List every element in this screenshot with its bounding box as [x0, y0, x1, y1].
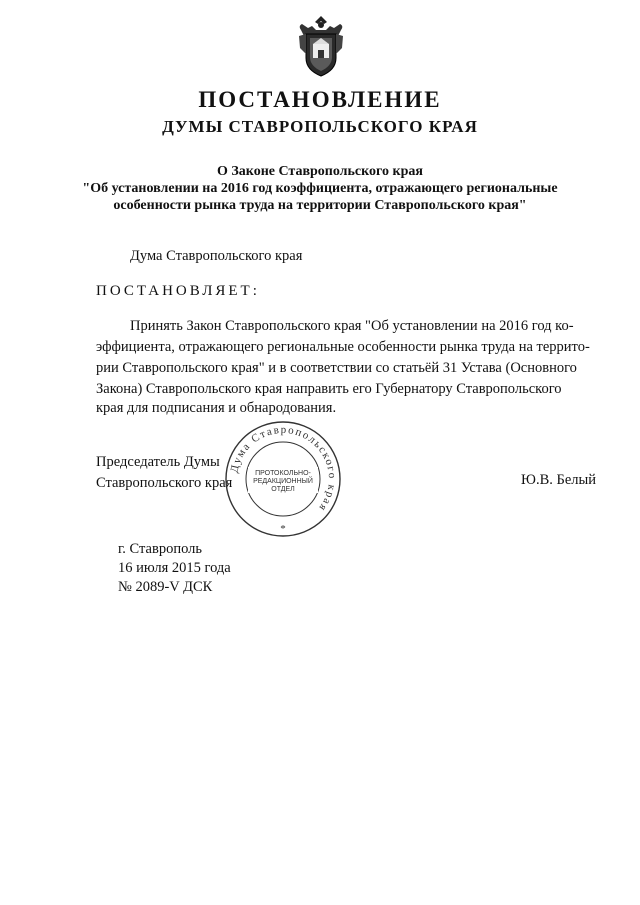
signatory-position — [96, 452, 232, 494]
date-of-issue: 16 июля 2015 года — [118, 560, 231, 576]
stamp-ring-text: Дума Ставропольского края — [228, 423, 339, 515]
resolution-line-5: края для подписания и обнародования. — [96, 400, 337, 416]
subject-title-line-2: особенности рынка труда на территории Ставропольского края" — [113, 198, 527, 213]
stamp-center-line-1: ПРОТОКОЛЬНО- — [255, 470, 311, 477]
stamp-center-line-2: РЕДАКЦИОННЫЙ — [253, 478, 313, 485]
official-stamp — [224, 420, 342, 538]
issuer-heading: ДУМЫ СТАВРОПОЛЬСКОГО КРАЯ — [162, 117, 478, 136]
resolves-heading: ПОСТАНОВЛЯЕТ: — [96, 283, 260, 299]
resolution-line-1: Принять Закон Ставропольского края "Об установлении на 2016 год ко- — [130, 318, 574, 334]
place-of-issue: г. Ставрополь — [118, 541, 203, 557]
preamble-text: Дума Ставропольского края — [130, 248, 303, 264]
document-footer — [118, 540, 231, 597]
resolution-line-3: рии Ставропольского края" и в соответствии со статьёй 31 Устава (Основного — [96, 360, 577, 376]
stamp-star-icon: * — [280, 523, 286, 535]
resolution-line-4: Закона) Ставропольского края направить его Губернатору Ставропольского — [96, 381, 562, 397]
coat-of-arms-icon — [296, 14, 346, 78]
stamp-center-line-3: ОТДЕЛ — [271, 486, 295, 493]
document-number: № 2089-V ДСК — [118, 579, 213, 595]
signatory-position-line-2: Ставропольского края — [96, 475, 233, 491]
document-type-heading: ПОСТАНОВЛЕНИЕ — [198, 87, 442, 112]
subject-label: О Законе Ставропольского края — [217, 164, 423, 179]
subject-title-line-1: "Об установлении на 2016 год коэффициента, отражающего региональные — [82, 181, 558, 196]
signatory-position-line-1: Председатель Думы — [96, 454, 220, 470]
resolution-line-2: эффициента, отражающего региональные особенности рынка труда на террито- — [96, 339, 590, 355]
signatory-name: Ю.В. Белый — [521, 472, 596, 488]
